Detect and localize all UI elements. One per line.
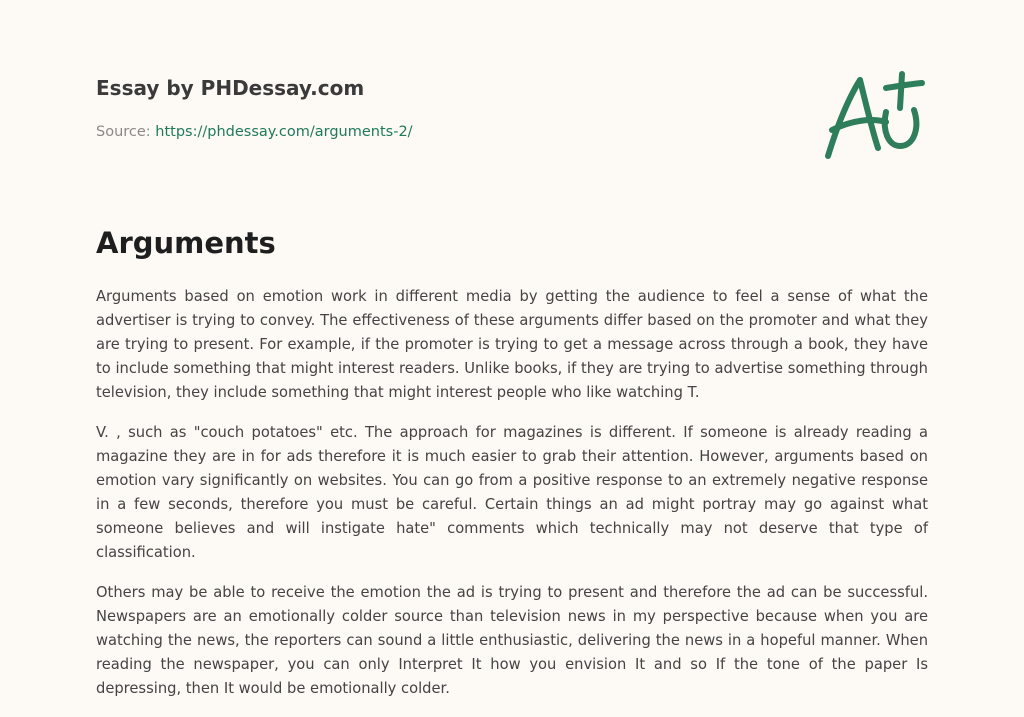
essay-title: Arguments bbox=[96, 226, 276, 260]
essay-body bbox=[96, 285, 928, 717]
a-plus-grade-icon bbox=[822, 68, 926, 164]
source-link[interactable]: https://phdessay.com/arguments-2/ bbox=[155, 124, 413, 140]
essay-paragraph: Others may be able to receive the emotion the ad is trying to present and therefore the ad can be successful. Newspapers are an emotionally colder source than television news in my perspective because when you are watching the news, the reporters can sound a little enthusiastic, delivering the news in a hopeful manner. When reading the newspaper, you can only Interpret It how you envision It and so If the tone of the paper Is depressing, then It would be emotionally colder. bbox=[96, 584, 928, 697]
brand-title: Essay by PHDessay.com bbox=[96, 76, 365, 100]
essay-paragraph: Arguments based on emotion work in different media by getting the audience to feel a sense of what the advertiser is trying to convey. The effectiveness of these arguments differ based on the promoter and what they are trying to present. For example, if the promoter is trying to get a message across through a book, they have to include something that might interest readers. Unlike books, if they are trying to advertise something through television, they include something that might interest people who like watching T. bbox=[96, 288, 928, 401]
source-line bbox=[96, 124, 413, 140]
essay-paragraph: V. , such as "couch potatoes" etc. The approach for magazines is different. If someone is already reading a magazine they are in for ads therefore it is much easier to grab their attention. However, arguments based on emotion vary significantly on websites. You can go from a positive response to an extremely negative response in a few seconds, therefore you must be careful. Certain things an ad might portray may go against what someone believes and will instigate hate" comments which technically may not deserve that type of classification. bbox=[96, 424, 928, 561]
source-label: Source: bbox=[96, 124, 151, 140]
